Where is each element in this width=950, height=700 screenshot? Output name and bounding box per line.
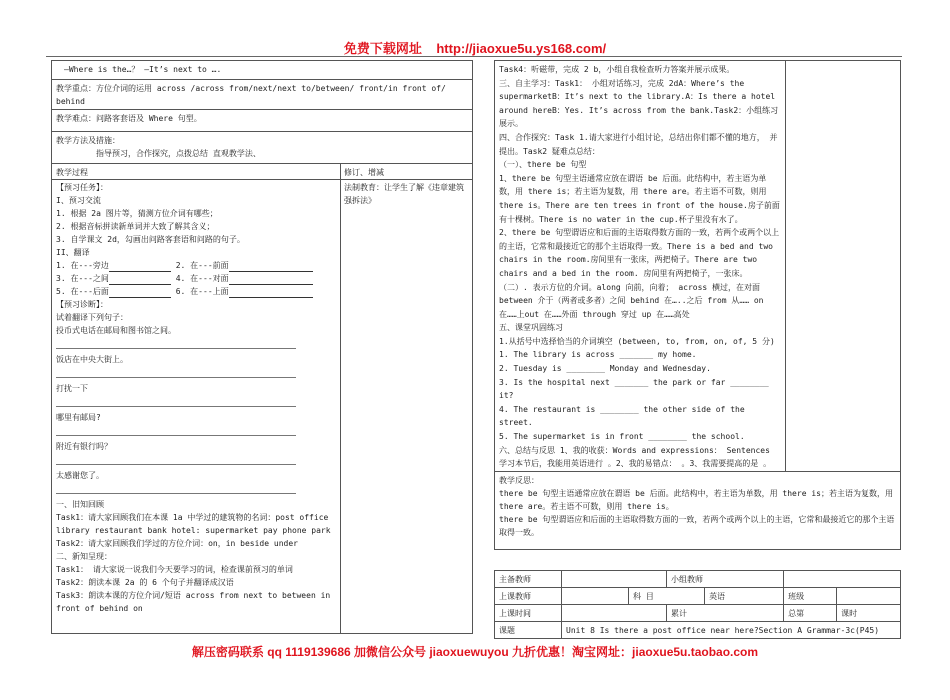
footer-url[interactable]: jiaoxue5u.taobao.com: [632, 645, 759, 659]
answer-line-4[interactable]: [56, 425, 296, 436]
summary: 六、总结与反思 1、我的收获：Words and expressions： Sentences 学习本节后，我能用英语进行 。2、我的易错点： 。3、我需要提高的是 。: [499, 445, 772, 469]
exercise-3: 3. Is the hospital next _______ the park or far ________ it?: [499, 377, 769, 401]
answer-line-5[interactable]: [56, 454, 296, 465]
info-cell: 小组教师: [667, 571, 784, 588]
preview-item-3: 3. 自学课文 2d，勾画出问路客套语和问路的句子。: [56, 235, 245, 244]
translate-row-3: [56, 285, 336, 298]
lesson-title: Unit 8 Is there a post office near here?Section A Grammar-3c(P45): [562, 622, 901, 639]
info-cell: [784, 571, 901, 588]
right-column-divider: [785, 61, 786, 471]
answer-line-3[interactable]: [56, 396, 296, 407]
translate-2: 2. 在---前面: [175, 261, 229, 270]
preview-item-1: 1. 根据 2a 图片等，猜测方位介词有哪些；: [56, 209, 218, 218]
difficulty-row: 教学难点：问路客套语及 Where 句型。: [52, 109, 472, 131]
header-divider: [46, 56, 902, 57]
translate-4: 4. 在---对面: [175, 274, 229, 283]
info-cell: 上课时间: [495, 605, 562, 622]
preview-item-2: 2. 根据音标拼读新单词并大致了解其含义；: [56, 222, 215, 231]
info-cell: [784, 605, 837, 622]
info-table: [494, 570, 901, 639]
review-task-2: Task2：请大家回顾我们学过的方位介词：on，in beside under: [56, 539, 298, 548]
side-note: 法制教育：让学生了解《违章建筑强拆法》: [344, 183, 464, 205]
info-cell: 课题: [495, 622, 562, 639]
info-cell: [837, 605, 901, 622]
info-cell: [562, 571, 667, 588]
section-preview: I、预习交流: [56, 196, 101, 205]
new-task-3: Task3：朗读本课的方位介词/短语 across from next to between in front of behind on: [56, 591, 331, 613]
new-task-2: Task2：朗读本课 2a 的 6 个句子并翻译成汉语: [56, 578, 234, 587]
page-footer: [0, 643, 950, 660]
blank-6[interactable]: [229, 288, 313, 298]
sentence-5: 附近有银行吗？: [56, 442, 112, 451]
section-translate: II、翻译: [56, 248, 90, 257]
right-process-content: [495, 61, 785, 471]
info-cell: 班级: [784, 588, 837, 605]
col-revise-header: 修订、增减: [340, 163, 472, 179]
sentence-1: 投币式电话在邮局和图书馆之间。: [56, 326, 176, 335]
column-divider: [340, 163, 341, 633]
there-be-rule-2: 2、there be 句型谓语应和后面的主语取得数方面的一致，若两个或两个以上的主语，它常和最接近它的那个主语取得一致。There is a bed and two chairs in the room.房间里有一张床，两把椅子。There are two chairs and a bed in the room. 房间里有两把椅子，一张床。: [499, 228, 780, 278]
task4: Task4：听磁带，完成 2 b，小组自我检查听力答案并展示成果。: [499, 65, 735, 74]
diagnosis-title: 【预习诊断】：: [56, 300, 108, 309]
left-table: [51, 60, 473, 634]
translate-3: 3. 在---之间: [56, 274, 109, 283]
header-label: 免费下载网址: [343, 41, 422, 56]
blank-5[interactable]: [109, 288, 171, 298]
answer-line-1[interactable]: [56, 338, 296, 349]
reflection-1: there be 句型主语通常应放在谓语 be 后面。此结构中，若主语为单数，用 there is；若主语为复数，用 there are。若主语不可数，则用 there is。: [499, 489, 893, 511]
blank-4[interactable]: [229, 275, 313, 285]
methods-row: [52, 131, 472, 163]
review-title: 一、旧知回顾: [56, 500, 104, 509]
new-task-1: Task1： 请大家说一说我们今天要学习的词，检查课前预习的单词: [56, 565, 293, 574]
reflection-title: 教学反思：: [499, 476, 539, 485]
translate-6: 6. 在---上面: [175, 287, 229, 296]
col-process-header: 教学过程: [52, 163, 340, 179]
task-title: 【预习任务】：: [56, 183, 108, 192]
sentence-6: 太感谢您了。: [56, 471, 104, 480]
translate-1: 1. 在---旁边: [56, 261, 109, 270]
translate-row-1: [56, 259, 336, 272]
info-cell: 科 目: [629, 588, 705, 605]
new-title: 二、新知呈现：: [56, 552, 112, 561]
exercise-4: 4. The restaurant is ________ the other side of the street.: [499, 404, 745, 428]
translate-row-2: [56, 272, 336, 285]
blank-2[interactable]: [229, 262, 313, 272]
footer-text: 解压密码联系 qq 1119139686 加微信公众号 jiaoxuewuyou 九折优惠！淘宝网址：: [191, 645, 633, 659]
sentence-3: 打扰一下: [56, 384, 88, 393]
process-content: [52, 179, 340, 631]
there-be-title: （一）、there be 句型: [499, 160, 587, 170]
header-url[interactable]: http://jiaoxue5u.ys168.com/: [436, 41, 607, 56]
right-table: [494, 60, 901, 550]
objective-row: —Where is the…？ —It’s next to ….: [64, 65, 222, 74]
info-cell: [837, 588, 901, 605]
info-cell: 主备教师: [495, 571, 562, 588]
info-row-4: [495, 622, 901, 639]
blank-3[interactable]: [109, 275, 171, 285]
sentence-2: 饭店在中央大街上。: [56, 355, 128, 364]
blank-1[interactable]: [109, 262, 171, 272]
info-cell: [562, 588, 629, 605]
self-study: 三、自主学习：Task1： 小组对话练习，完成 2dA：Where’s the supermarketB：It’s next to the library.A：Is there a hotel around hereB：Yes. It’s across from the bank.Task2：小组练习展示。: [499, 78, 779, 129]
practice-instruction: 1.从括号中选择恰当的介词填空 (between, to, from, on, of, 5 分): [499, 336, 775, 346]
period-label: 课时: [841, 608, 858, 618]
exercise-2: 2. Tuesday is ________ Monday and Wednesday.: [499, 364, 711, 374]
info-cell: 累计: [667, 605, 784, 622]
info-row-2: [495, 588, 901, 605]
methods-title: 教学方法及措施：: [56, 136, 120, 145]
total-label: 总第: [788, 608, 805, 618]
review-task-1: Task1：请大家回顾我们在本课 1a 中学过的建筑物的名词：post office library restaurant bank hotel: supermarket pay phone park: [56, 513, 331, 535]
info-row-1: [495, 571, 901, 588]
methods-text: 指导预习，合作探究，点拨总结 直观教学法、: [96, 149, 261, 158]
info-row-3: [495, 605, 901, 622]
there-be-rule-1: 1、there be 句型主语通常应放在谓语 be 后面。此结构中，若主语为单数，用 there is；若主语为复数，用 there are。若主语不可数，则用 there is。There are ten trees in front of the house.房子前面有十棵树。There is no water in the cup.杯子里没有水了。: [499, 173, 780, 224]
exercise-1: 1. The library is across _______ my home.: [499, 350, 697, 360]
practice-title: 五、课堂巩固练习: [499, 323, 563, 333]
reflection: [495, 471, 900, 549]
key-points-row: 教学重点：方位介词的运用 across /across from/next/next to/between/ front/in front of/ behind: [52, 79, 472, 109]
info-cell: 上课教师: [495, 588, 562, 605]
answer-line-2[interactable]: [56, 367, 296, 378]
diagnosis-intro: 试着翻译下列句子：: [56, 313, 128, 322]
translate-5: 5. 在---后面: [56, 287, 109, 296]
reflection-2: there be 句型谓语应和后面的主语取得数方面的一致，若两个或两个以上的主语，它常和最接近它的那个主语取得一致。: [499, 515, 895, 537]
sentence-4: 哪里有邮局?: [56, 413, 101, 422]
coop-explore: 四、合作探究：Task 1.请大家进行小组讨论，总结出你们都不懂的地方， 并提出。Task2 疑难点总结：: [499, 132, 778, 156]
answer-line-6[interactable]: [56, 483, 296, 494]
info-cell: 英语: [705, 588, 784, 605]
info-cell: [562, 605, 667, 622]
page-header: [0, 38, 950, 57]
exercise-5: 5. The supermarket is in front ________ the school.: [499, 432, 745, 442]
prepositions: （二）. 表示方位的介词。along 向前，向着； across 横过，在对面 between 介于（两者或多者）之间 behind 在…..之后 from 从…… on 在……上out 在……外面 through 穿过 up 在……高处: [499, 282, 764, 319]
